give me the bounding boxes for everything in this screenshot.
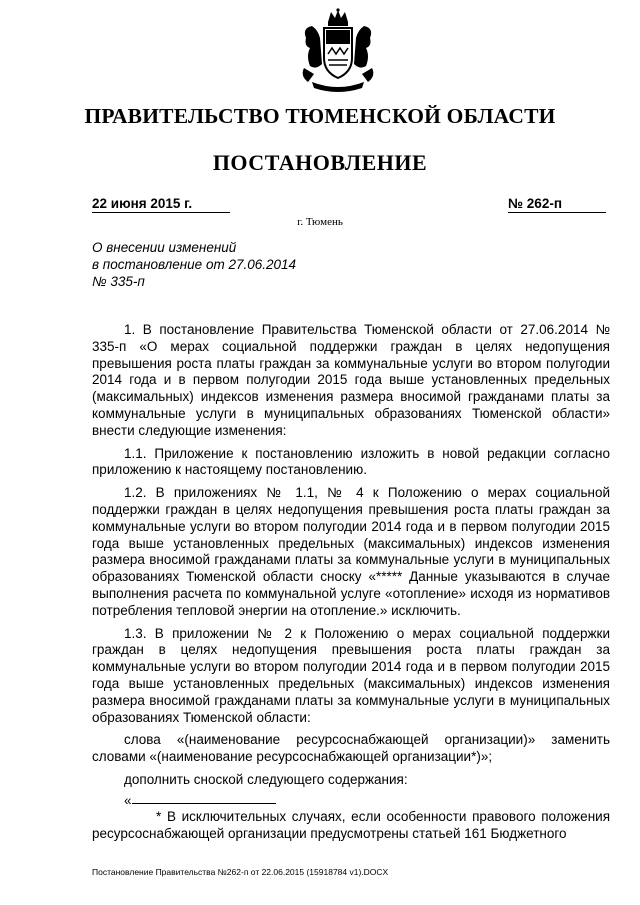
paragraph-1: 1. В постановление Правительства Тюменской области от 27.06.2014 № 335-п «О мерах социальной поддержки граждан в целях недопущения превышения роста платы граждан за коммунальные услуги во втором полугодии 2014 года и в первом полугодии 2015 года выше установленных предельных (максимальных) индексов изменения размера вносимой гражданами платы за коммунальные услуги в муниципальных образованиях Тюменской области» внести следующие изменения:	[92, 322, 610, 438]
paragraph-1-1: 1.1. Приложение к постановлению изложить в новой редакции согласно приложению к настоящему постановлению.	[92, 445, 610, 478]
footnote-rule	[132, 803, 276, 804]
subject-line: в постановление от 27.06.2014	[92, 257, 297, 272]
government-title: ПРАВИТЕЛЬСТВО ТЮМЕНСКОЙ ОБЛАСТИ	[84, 104, 556, 128]
footnote-separator	[92, 793, 610, 809]
document-date: 22 июня 2015 г.	[92, 196, 230, 213]
footnote-star: *	[156, 808, 162, 824]
paragraph-replace-words: слова «(наименование ресурсоснабжающей организации)» заменить словами «(наименование ресурсоснабжающей организации*)»;	[92, 732, 610, 765]
coat-of-arms-icon	[298, 8, 378, 94]
document-number: № 262-п	[508, 196, 606, 213]
footnote-content: В исключительных случаях, если особенности правового положения ресурсоснабжающей организации предусмотрены статьей 161 Бюджетного	[92, 808, 610, 841]
footnote-text	[92, 809, 610, 843]
subject-line: № 335-п	[92, 274, 145, 289]
quote-open: «	[124, 792, 132, 808]
paragraph-add-footnote: дополнить сноской следующего содержания:	[124, 771, 408, 787]
document-subject	[92, 239, 392, 290]
paragraph-1-3: 1.3. В приложении № 2 к Положению о мерах социальной поддержки граждан в целях недопущения превышения роста платы граждан за коммунальные услуги во втором полугодии 2014 года и в первом полугодии 2015 года выше установленных предельных (максимальных) индексов изменения размера вносимой гражданами платы за коммунальные услуги в муниципальных образованиях Тюменской области:	[92, 625, 610, 725]
document-footer: Постановление Правительства №262-п от 22.06.2015 (15918784 v1).DOCX	[92, 867, 389, 877]
document-body	[92, 322, 610, 848]
subject-line: О внесении изменений	[92, 240, 237, 255]
paragraph-1-2: 1.2. В приложениях № 1.1, № 4 к Положению о мерах социальной поддержки граждан в целях недопущения превышения роста платы граждан за коммунальные услуги во втором полугодии 2014 года и в первом полугодии 2015 года выше установленных предельных (максимальных) индексов изменения размера вносимой гражданами платы за коммунальные услуги в муниципальных образованиях Тюменской области сноску «***** Данные указываются в случае выполнения расчета по коммунальной услуге «отопление» исходя из нормативов потребления тепловой энергии на отопление.» исключить.	[92, 485, 610, 618]
document-city: г. Тюмень	[297, 216, 343, 228]
document-type: ПОСТАНОВЛЕНИЕ	[212, 150, 428, 175]
